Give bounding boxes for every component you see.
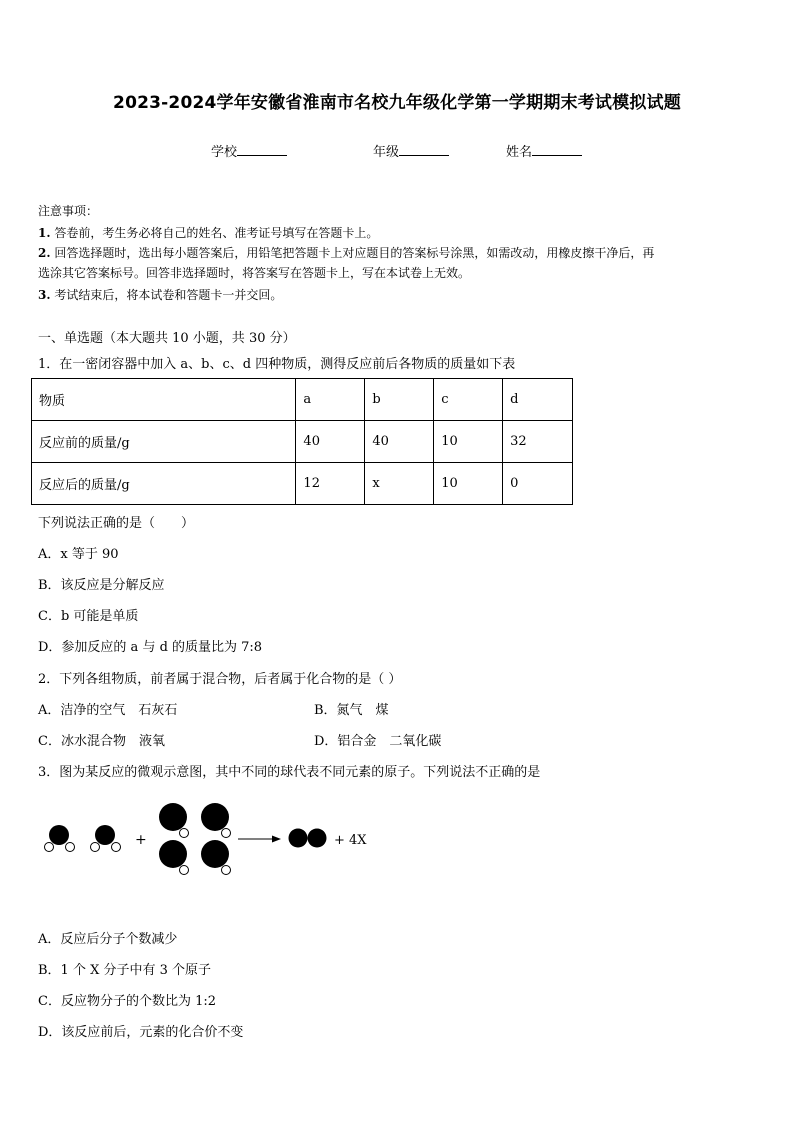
table-header-cell: c (434, 379, 503, 421)
table-cell: 12 (296, 463, 365, 505)
product-suffix-label: + 4X (334, 833, 367, 848)
table-cell: 0 (503, 463, 573, 505)
note-3 (38, 284, 282, 306)
q3-stem: 3．图为某反应的微观示意图，其中不同的球代表不同元素的原子。下列说法不正确的是 (38, 765, 541, 780)
school-blank (237, 143, 287, 156)
reactant-molecule-5 (159, 840, 189, 875)
section-heading: 一、单选题（本大题共 10 小题，共 30 分） (38, 331, 296, 346)
q1-option-d: D．参加反应的 a 与 d 的质量比为 7:8 (38, 640, 263, 655)
q2-stem: 2．下列各组物质，前者属于混合物，后者属于化合物的是（ ） (38, 672, 402, 687)
q3-option-c: C．反应物分子的个数比为 1:2 (38, 994, 217, 1009)
note-3-text: 考试结束后，将本试卷和答题卡一并交回。 (54, 288, 283, 302)
table-cell: x (365, 463, 434, 505)
note-1-text: 答卷前，考生务必将自己的姓名、准考证号填写在答题卡上。 (54, 226, 379, 240)
mass-table (31, 378, 573, 505)
table-header-cell: b (365, 379, 434, 421)
q1-option-b: B．该反应是分解反应 (38, 578, 165, 593)
note-1-number: 1. (38, 226, 51, 240)
table-cell: 40 (296, 421, 365, 463)
table-header-cell: a (296, 379, 365, 421)
reactant-molecule-3 (159, 803, 189, 838)
q3-option-d: D．该反应前后，元素的化合价不变 (38, 1025, 244, 1040)
reaction-arrow (238, 836, 281, 843)
table-cell: 32 (503, 421, 573, 463)
page-title: 2023-2024学年安徽省淮南市名校九年级化学第一学期期末考试模拟试题 (113, 93, 681, 113)
note-1 (38, 222, 378, 244)
notes-heading: 注意事项： (38, 204, 99, 218)
name-field (506, 141, 582, 160)
q1-prompt: 下列说法正确的是（ ） (38, 516, 195, 531)
note-3-number: 3. (38, 288, 51, 302)
name-blank (532, 143, 582, 156)
q1-stem: 1．在一密闭容器中加入 a、b、c、d 四种物质，测得反应前后各物质的质量如下表 (38, 357, 516, 372)
q2-option-d: D．铝合金 二氧化碳 (314, 734, 442, 749)
table-header-row (32, 379, 573, 421)
table-cell: 反应后的质量/g (32, 463, 296, 505)
note-2-number: 2. (38, 246, 51, 260)
q1-option-a: A．x 等于 90 (38, 547, 119, 562)
note-2-line1 (38, 242, 654, 264)
school-field (211, 141, 287, 160)
table-cell: 反应前的质量/g (32, 421, 296, 463)
q3-option-b: B．1 个 X 分子中有 3 个原子 (38, 963, 212, 978)
table-cell: 40 (365, 421, 434, 463)
grade-blank (399, 143, 449, 156)
note-2-text-line1: 回答选择题时，选出每小题答案后，用铅笔把答题卡上对应题目的答案标号涂黑，如需改动，用橡皮擦干净后，再 (54, 246, 655, 260)
table-row (32, 421, 573, 463)
table-header-cell: d (503, 379, 573, 421)
reactant-molecule-4 (201, 803, 231, 838)
reaction-diagram (0, 790, 794, 890)
q2-option-a: A．洁净的空气 石灰石 (38, 703, 178, 718)
table-cell: 10 (434, 463, 503, 505)
plus-sign: + (135, 832, 147, 848)
school-label: 学校 (211, 145, 238, 160)
product-molecule (289, 829, 327, 848)
grade-field (373, 141, 449, 160)
table-cell: 10 (434, 421, 503, 463)
reactant-molecule-6 (201, 840, 231, 875)
name-label: 姓名 (506, 145, 533, 160)
reactant-molecule-2 (91, 825, 121, 852)
grade-label: 年级 (373, 145, 400, 160)
q2-option-b: B．氮气 煤 (314, 703, 389, 718)
q3-option-a: A．反应后分子个数减少 (38, 932, 178, 947)
table-row (32, 463, 573, 505)
note-2-text-line2: 选涂其它答案标号。回答非选择题时，将答案写在答题卡上，写在本试卷上无效。 (38, 266, 471, 280)
reactant-molecule-1 (45, 825, 75, 852)
q2-option-c: C．冰水混合物 液氧 (38, 734, 165, 749)
q1-option-c: C．b 可能是单质 (38, 609, 139, 624)
table-header-cell: 物质 (32, 379, 296, 421)
